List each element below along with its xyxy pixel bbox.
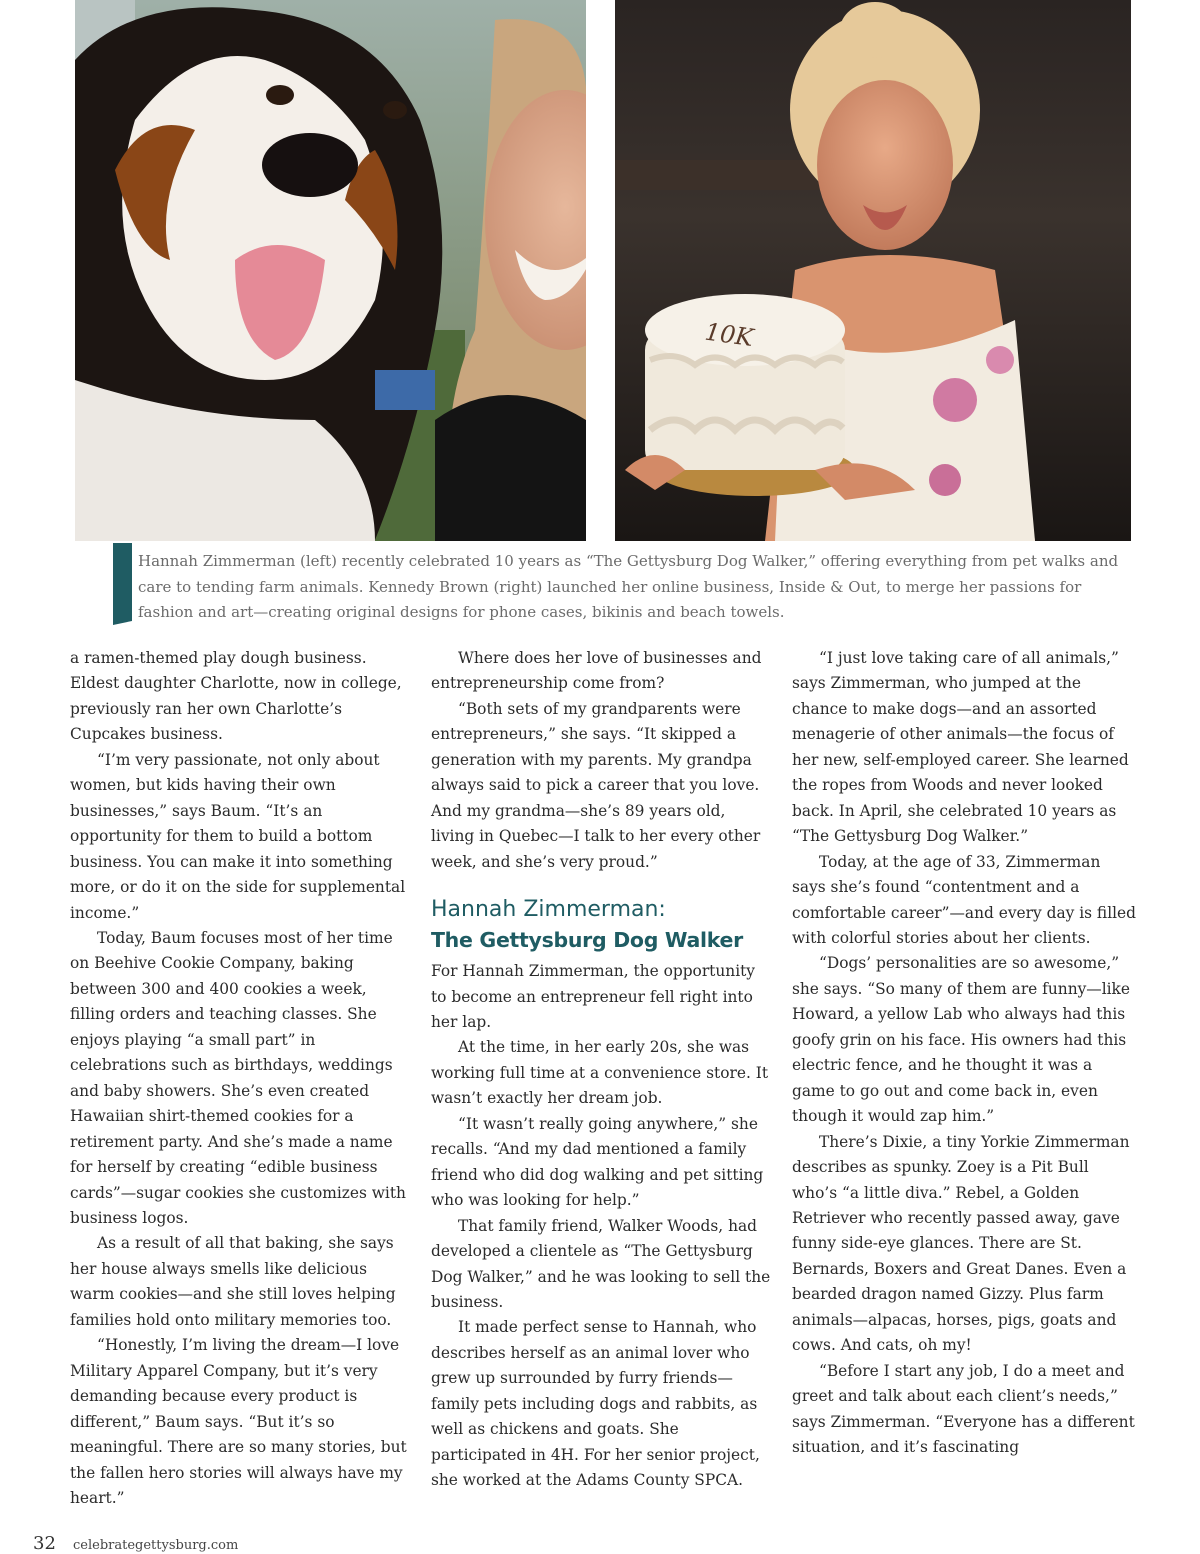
paragraph: a ramen-themed play dough business. Eldest daughter Charlotte, now in college, previously ran her own Charlotte’s Cupcakes business. [70,649,402,744]
page-number: 32 [33,1533,56,1554]
paragraph: For Hannah Zimmerman, the opportunity to become an entrepreneur fell right into her lap. [431,962,755,1031]
article-column-1 [70,646,410,1511]
caption-accent-bar [113,543,132,625]
page-footer [33,1533,238,1554]
paragraph: “I just love taking care of all animals,” says Zimmerman, who jumped at the chance to make dogs—and an assorted menagerie of other animals—the focus of her new, self-employed career. She learned the ropes from Woods and never looked back. In April, she celebrated 10 years as “The Gettysburg Dog Walker.” [792,649,1129,846]
photo-dog-and-woman [75,0,586,541]
paragraph: There’s Dixie, a tiny Yorkie Zimmerman describes as spunky. Zoey is a Pit Bull who’s “a little diva.” Rebel, a Golden Retriever who recently passed away, gave funny side-eye glances. There are St. Bernards, Boxers and Great Danes. Even a bearded dragon named Gizzy. Plus farm animals—alpacas, horses, pigs, goats and cows. And cats, oh my! [792,1132,1130,1355]
paragraph: It made perfect sense to Hannah, who describes herself as an animal lover who grew up surrounded by furry friends—family pets including dogs and rabbits, as well as chickens and goats. She participated in 4H. For her senior project, she worked at the Adams County SPCA. [431,1318,760,1490]
photo-caption: Hannah Zimmerman (left) recently celebrated 10 years as “The Gettysburg Dog Walker,” offering everything from pet walks and care to tending farm animals. Kennedy Brown (right) launched her online business, Inside & Out, to merge her passions for fashion and art—creating original designs for phone cases, bikinis and beach towels. [138,552,1119,621]
cake-text: 10K [703,317,756,353]
paragraph: “Dogs’ personalities are so awesome,” she says. “So many of them are funny—like Howard, a yellow Lab who always had this goofy grin on his face. His owners had this electric fence, and he thought it was a game to go out and come back in, even though it would zap him.” [792,954,1130,1126]
paragraph: As a result of all that baking, she says her house always smells like delicious warm cookies—and she still loves helping families hold onto military memories too. [70,1234,396,1329]
paragraph: At the time, in her early 20s, she was working full time at a convenience store. It wasn’t exactly her dream job. [431,1038,769,1108]
section-heading-line2: The Gettysburg Dog Walker [431,928,743,953]
paragraph: “I’m very passionate, not only about women, but kids having their own businesses,” says Baum. “It’s an opportunity for them to build a bottom business. You can make it into something more, or do it on the side for supplemental income.” [70,750,406,922]
paragraph: “It wasn’t really going anywhere,” she recalls. “And my dad mentioned a family friend who did dog walking and pet sitting who was looking for help.” [431,1114,764,1210]
site-url: celebrategettysburg.com [73,1538,239,1553]
article-column-3 [792,646,1137,1461]
paragraph: “Both sets of my grandparents were entrepreneurs,” she says. “It skipped a generation with my parents. My grandpa always said to pick a career that you love. And my grandma—she’s 89 years old, living in Quebec—I talk to her every other week, and she’s very proud.” [431,699,761,871]
photo-woman-with-cake [615,0,1131,541]
paragraph: “Honestly, I’m living the dream—I love Military Apparel Company, but it’s very demanding because every product is different,” Baum says. “But it’s so meaningful. There are so many stories, but the fallen hero stories will always have my heart.” [70,1336,407,1507]
paragraph: Today, at the age of 33, Zimmerman says she’s found “contentment and a comfortable career”—and every day is filled with colorful stories about her clients. [792,852,1137,947]
paragraph: Today, Baum focuses most of her time on Beehive Cookie Company, baking between 300 and 400 cookies a week, filling orders and teaching classes. She enjoys playing “a small part” in celebrations such as birthdays, weddings and baby showers. She’s even created Hawaiian shirt-themed cookies for a retirement party. And she’s made a name for herself by creating “edible business cards”—sugar cookies she customizes with business logos. [70,928,406,1227]
photo-dog-and-woman-art [75,0,586,541]
section-heading-line1: Hannah Zimmerman: [431,897,666,923]
paragraph: Where does her love of businesses and entrepreneurship come from? [431,649,762,693]
article-column-2 [431,646,771,1494]
paragraph: “Before I start any job, I do a meet and greet and talk about each client’s needs,” says Zimmerman. “Everyone has a different situation, and it’s fascinating [792,1361,1135,1457]
photo-woman-with-cake-art [615,0,1131,541]
section-heading [431,895,771,955]
paragraph: That family friend, Walker Woods, had developed a clientele as “The Gettysburg Dog Walker,” and he was looking to sell the business. [431,1216,771,1311]
